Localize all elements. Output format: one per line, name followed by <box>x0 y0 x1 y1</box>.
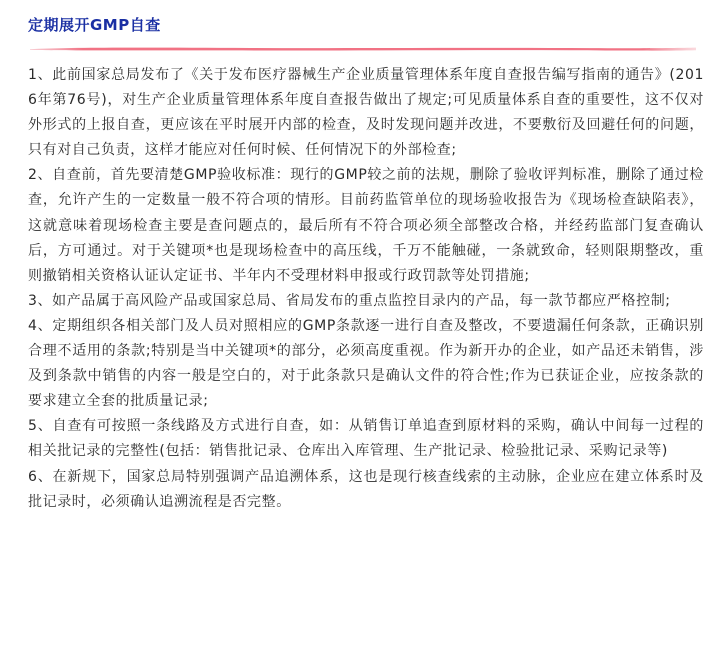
paragraph-5: 5、自查有可按照一条线路及方式进行自查，如：从销售订单追查到原材料的采购，确认中间每一过程的相关批记录的完整性(包括：销售批记录、仓库出入库管理、生产批记录、检验批记录、采购记录等) <box>28 418 704 460</box>
paragraph-6: 6、在新规下，国家总局特别强调产品追溯体系，这也是现行核查线索的主动脉，企业应在建立体系时及批记录时，必须确认追溯流程是否完整。 <box>28 468 704 510</box>
paragraph-1: 1、此前国家总局发布了《关于发布医疗器械生产企业质量管理体系年度自查报告编写指南的通告》(2016年第76号)，对生产企业质量管理体系年度自查报告做出了规定;可见质量体系自查的重要性，这不仅对外形式的上报自查，更应该在平时展开内部的检查，及时发现问题并改进，不要敷衍及回避任何的问题，只有对自己负责，这样才能应对任何时候、任何情况下的外部检查; <box>28 67 704 159</box>
paragraph-4: 4、定期组织各相关部门及人员对照相应的GMP条款逐一进行自查及整改，不要遗漏任何条款，正确识别合理不适用的条款;特别是当中关键项*的部分，必须高度重视。作为新开办的企业，如产品还未销售，涉及到条款中销售的内容一般是空白的，对于此条款只是确认文件的符合性;作为已获证企业，应按条款的要求建立全套的批质量记录; <box>28 317 704 410</box>
divider-stroke <box>30 48 696 51</box>
paragraph-3: 3、如产品属于高风险产品或国家总局、省局发布的重点监控目录内的产品，每一款节都应严格控制; <box>28 292 671 309</box>
brush-divider <box>30 45 696 53</box>
section-title: 定期展开GMP自查 <box>28 16 161 34</box>
paragraph-2: 2、自查前，首先要清楚GMP验收标准：现行的GMP较之前的法规，删除了验收评判标准，删除了通过检查，允许产生的一定数量一般不符合项的情形。目前药监管单位的现场验收报告为《现场检查缺陷表》，这就意味着现场检查主要是查问题点的，最后所有不符合项必须全部整改合格，并经药监部门复查确认后，方可通过。对于关键项*也是现场检查中的高压线，千万不能触碰，一条就致命，轻则限期整改，重则撤销相关资格认证认定证书、半年内不受理材料申报或行政罚款等处罚措施; <box>28 167 704 284</box>
article-body <box>28 63 704 515</box>
